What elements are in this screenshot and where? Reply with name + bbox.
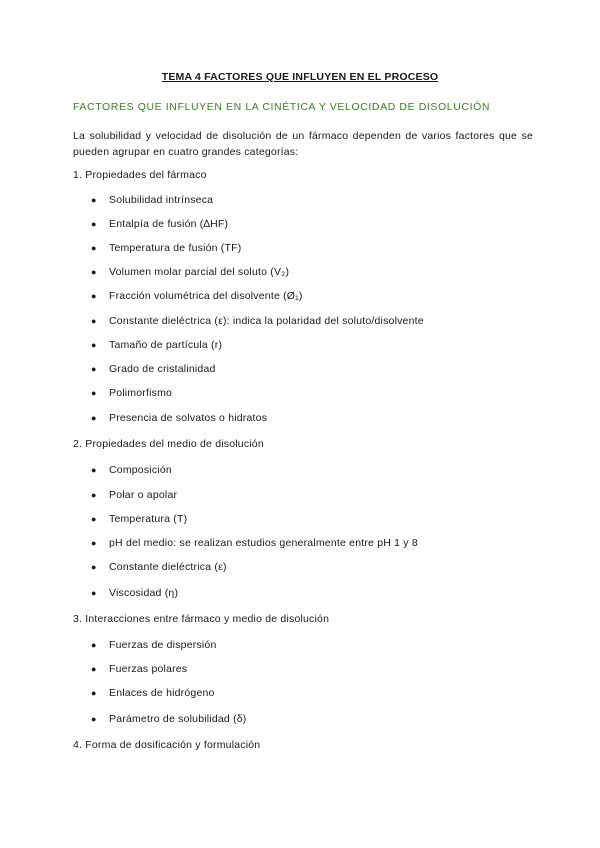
section-heading: 3. Interacciones entre fármaco y medio de disolución	[73, 613, 330, 625]
list-item: ● Constante dieléctrica (ε): indica la polaridad del soluto/disolvente	[91, 315, 424, 327]
list-item: ● Fuerzas polares	[91, 663, 188, 675]
bullet-icon: ●	[91, 219, 97, 229]
section-subtitle: FACTORES QUE INFLUYEN EN LA CINÉTICA Y VELOCIDAD DE DISOLUCIÓN	[73, 101, 491, 113]
bullet-icon: ●	[91, 514, 97, 524]
list-item: ● Tamaño de partícula (r)	[91, 339, 223, 351]
list-item: ● pH del medio: se realizan estudios generalmente entre pH 1 y 8	[91, 537, 418, 549]
list-item: ● Polimorfismo	[91, 387, 173, 399]
bullet-icon: ●	[91, 688, 97, 698]
bullet-icon: ●	[91, 714, 97, 724]
bullet-icon: ●	[91, 538, 97, 548]
list-item: ● Fuerzas de dispersión	[91, 639, 217, 651]
list-item: ● Composición	[91, 464, 172, 476]
bullet-icon: ●	[91, 243, 97, 253]
bullet-icon: ●	[91, 465, 97, 475]
page-title: TEMA 4 FACTORES QUE INFLUYEN EN EL PROCESO	[161, 71, 439, 83]
list-item: ● Entalpía de fusión (∆HF)	[91, 218, 229, 230]
list-item: ● Temperatura (T)	[91, 513, 188, 525]
bullet-icon: ●	[91, 562, 97, 572]
list-item: ● Enlaces de hidrógeno	[91, 687, 215, 699]
section-heading: 2. Propiedades del medio de disolución	[73, 438, 264, 450]
list-item: ● Temperatura de fusión (TF)	[91, 242, 242, 254]
list-item: ● Constante dieléctrica (ε)	[91, 561, 227, 573]
bullet-icon: ●	[91, 195, 97, 205]
bullet-icon: ●	[91, 316, 97, 326]
section-heading: 1. Propiedades del fármaco	[73, 169, 207, 181]
list-item: ● Polar o apolar	[91, 489, 178, 501]
bullet-icon: ●	[91, 267, 97, 277]
list-item: ● Viscosidad (η)	[91, 587, 179, 599]
section-heading: 4. Forma de dosificación y formulación	[73, 739, 261, 751]
list-item: ● Fracción volumétrica del disolvente (Ø₁)	[91, 290, 303, 302]
list-item: ● Volumen molar parcial del soluto (V₂)	[91, 266, 290, 278]
bullet-icon: ●	[91, 388, 97, 398]
bullet-icon: ●	[91, 640, 97, 650]
bullet-icon: ●	[91, 340, 97, 350]
bullet-icon: ●	[91, 664, 97, 674]
list-item: ● Solubilidad intrínseca	[91, 194, 214, 206]
list-item: ● Presencia de solvatos o hidratos	[91, 412, 268, 424]
intro-paragraph: La solubilidad y velocidad de disolución de un fármaco dependen de varios factores que se pueden agrupar en cuatro grandes categorías:	[73, 130, 533, 158]
bullet-icon: ●	[91, 291, 97, 301]
bullet-icon: ●	[91, 588, 97, 598]
bullet-icon: ●	[91, 490, 97, 500]
bullet-icon: ●	[91, 413, 97, 423]
list-item: ● Grado de cristalinidad	[91, 363, 216, 375]
list-item: ● Parámetro de solubilidad (δ)	[91, 713, 247, 725]
bullet-icon: ●	[91, 364, 97, 374]
